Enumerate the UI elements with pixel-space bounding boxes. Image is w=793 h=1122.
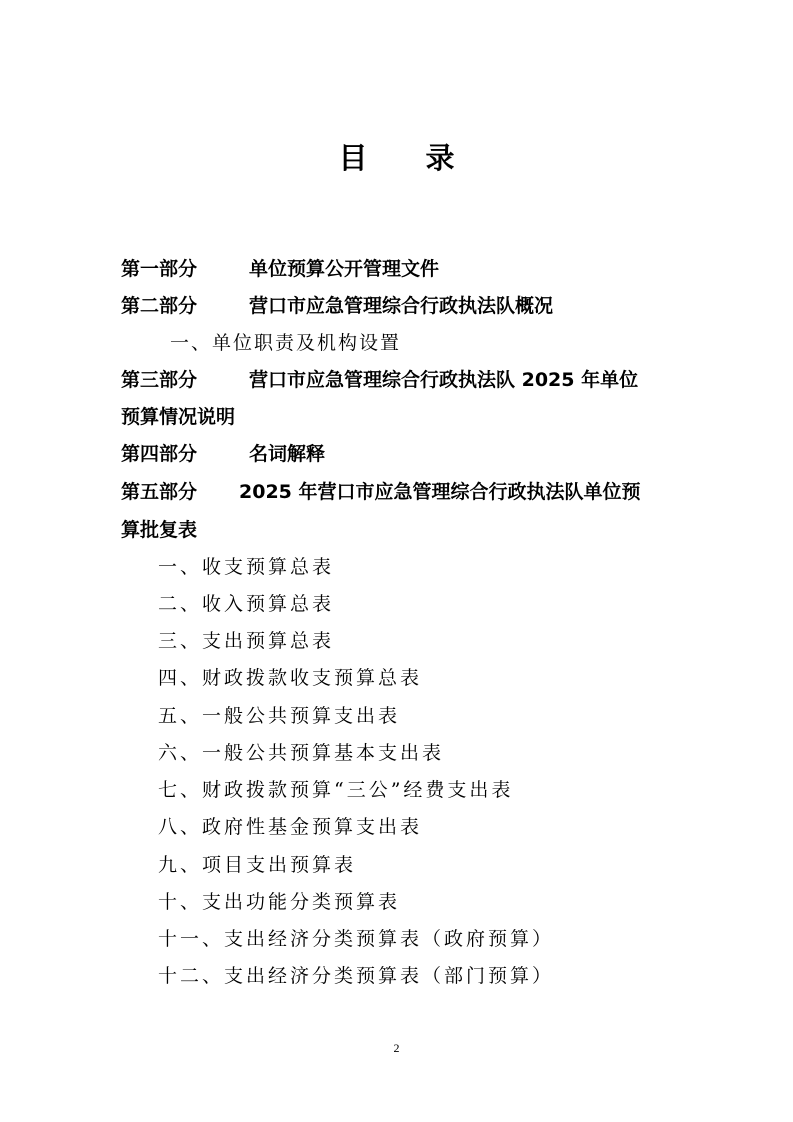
toc-sub-item[interactable]: 一、单位职责及机构设置 (170, 332, 402, 354)
part-title: 营口市应急管理综合行政执法队概况 (249, 295, 554, 317)
toc-part-2[interactable] (121, 294, 553, 318)
part-title: 营口市应急管理综合行政执法队 2025 年单位 (249, 369, 639, 391)
part-title: 2025 年营口市应急管理综合行政执法队单位预 (239, 481, 641, 503)
toc-part-1[interactable] (121, 257, 439, 281)
toc-sub-item[interactable]: 八、政府性基金预算支出表 (158, 816, 423, 838)
part-title: 单位预算公开管理文件 (249, 258, 440, 280)
part-title-continuation[interactable]: 预算情况说明 (121, 406, 236, 428)
toc-sub-item[interactable]: 四、财政拨款收支预算总表 (158, 667, 423, 689)
toc-sub-item[interactable]: 二、收入预算总表 (158, 593, 335, 615)
toc-part-3[interactable] (121, 368, 638, 392)
toc-sub-item[interactable]: 十一、支出经济分类预算表（政府预算） (158, 928, 555, 950)
part-label: 第三部分 (121, 369, 198, 391)
part-label: 第四部分 (121, 443, 198, 465)
title-char-2: 录 (425, 141, 455, 175)
toc-sub-item[interactable]: 六、一般公共预算基本支出表 (158, 742, 445, 764)
toc-sub-item[interactable]: 七、财政拨款预算“三公”经费支出表 (158, 779, 514, 801)
part-label: 第五部分 (121, 481, 198, 503)
toc-sub-item[interactable]: 十、支出功能分类预算表 (158, 891, 401, 913)
part-title-continuation[interactable]: 算批复表 (121, 519, 198, 541)
page-number: 2 (393, 1041, 400, 1055)
toc-sub-item[interactable]: 五、一般公共预算支出表 (158, 705, 401, 727)
part-label: 第二部分 (121, 295, 198, 317)
toc-sub-item[interactable]: 九、项目支出预算表 (158, 854, 357, 876)
toc-part-4[interactable] (121, 442, 325, 466)
title-char-1: 目 (338, 141, 368, 175)
toc-sub-item[interactable]: 一、收支预算总表 (158, 556, 335, 578)
toc-sub-item[interactable]: 三、支出预算总表 (158, 630, 335, 652)
part-title: 名词解释 (249, 443, 326, 465)
part-label: 第一部分 (121, 258, 198, 280)
toc-part-5[interactable] (121, 480, 641, 504)
toc-sub-item[interactable]: 十二、支出经济分类预算表（部门预算） (158, 965, 555, 987)
